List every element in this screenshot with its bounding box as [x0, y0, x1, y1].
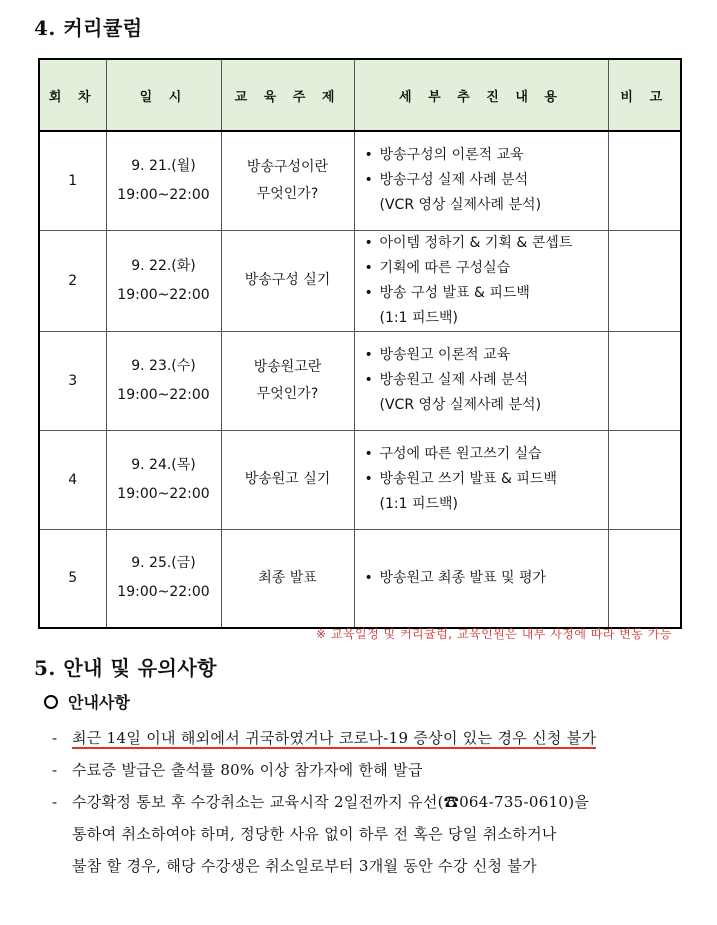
detail-item: • 방송원고 최종 발표 및 평가 — [364, 569, 547, 586]
session-remarks — [608, 331, 681, 430]
session-datetime — [106, 230, 221, 331]
session-time: 19:00~22:00 — [117, 286, 210, 303]
session-date: 9. 24.(목) — [131, 456, 196, 473]
topic-line: 무엇인가? — [256, 185, 319, 202]
table-row — [39, 430, 681, 529]
header-session: 회 차 — [39, 59, 106, 131]
list-item — [52, 786, 682, 818]
session-remarks — [608, 529, 681, 628]
header-datetime: 일 시 — [106, 59, 221, 131]
session-details — [354, 230, 608, 331]
session-time: 19:00~22:00 — [117, 485, 210, 502]
detail-item: • 기획에 따른 구성실습 — [364, 259, 511, 276]
detail-continuation: (1:1 피드백) — [379, 309, 458, 326]
notice-item-continuation: 불참 할 경우, 해당 수강생은 취소일로부터 3개월 동안 수강 신청 불가 — [72, 857, 537, 875]
topic-line: 무엇인가? — [256, 385, 319, 402]
table-row — [39, 331, 681, 430]
detail-item: • 방송원고 이론적 교육 — [364, 347, 511, 363]
session-datetime — [106, 331, 221, 430]
dash-bullet: - — [52, 729, 58, 747]
detail-item: • 방송구성 실제 사례 분석 — [364, 172, 529, 189]
notice-subheading-label: 안내사항 — [68, 693, 130, 712]
session-date: 9. 22.(화) — [131, 257, 196, 274]
session-datetime — [106, 131, 221, 230]
header-details: 세 부 추 진 내 용 — [354, 59, 608, 131]
curriculum-table — [38, 58, 682, 629]
table-header-row — [39, 59, 681, 131]
session-time: 19:00~22:00 — [117, 584, 210, 601]
detail-item: • 방송구성의 이론적 교육 — [364, 147, 524, 164]
topic-line: 최종 발표 — [258, 569, 317, 586]
detail-item: • 아이템 정하기 & 기획 & 콘셉트 — [364, 234, 573, 251]
session-details — [354, 529, 608, 628]
notice-subheading — [44, 690, 130, 713]
table-row — [39, 230, 681, 331]
session-date: 9. 25.(금) — [131, 555, 196, 572]
dash-bullet: - — [52, 793, 58, 811]
table-row — [39, 131, 681, 230]
session-number: 5 — [39, 529, 106, 628]
session-datetime — [106, 430, 221, 529]
session-topic — [221, 131, 354, 230]
topic-line: 방송원고란 — [253, 358, 322, 375]
session-details — [354, 430, 608, 529]
session-topic — [221, 331, 354, 430]
detail-item: • 구성에 따른 원고쓰기 실습 — [364, 446, 542, 462]
session-topic — [221, 230, 354, 331]
session-date: 9. 23.(수) — [131, 357, 196, 374]
detail-item: • 방송 구성 발표 & 피드백 — [364, 284, 530, 301]
schedule-change-note: ※ 교육일정 및 커리큘럼, 교육인원은 내부 사정에 따라 변동 가능 — [315, 627, 672, 641]
notice-item-text: 최근 14일 이내 해외에서 귀국하였거나 코로나-19 증상이 있는 경우 신청 불가 — [72, 729, 597, 747]
session-number: 4 — [39, 430, 106, 529]
session-number: 1 — [39, 131, 106, 230]
notice-list — [52, 722, 682, 882]
session-remarks — [608, 430, 681, 529]
header-topic: 교 육 주 제 — [221, 59, 354, 131]
session-remarks — [608, 230, 681, 331]
session-number: 3 — [39, 331, 106, 430]
session-details — [354, 131, 608, 230]
session-time: 19:00~22:00 — [117, 386, 210, 403]
list-item — [52, 722, 682, 754]
detail-item: • 방송원고 실제 사례 분석 — [364, 372, 529, 388]
dash-bullet: - — [52, 761, 58, 779]
detail-continuation: (1:1 피드백) — [379, 496, 458, 512]
circle-bullet-icon — [44, 695, 58, 709]
session-date: 9. 21.(월) — [131, 157, 196, 174]
section-5-title: 5. 안내 및 유의사항 — [34, 656, 218, 680]
notice-item-text: 수강확정 통보 후 수강취소는 교육시작 2일전까지 유선(☎064-735-0610)을 — [72, 793, 590, 811]
session-datetime — [106, 529, 221, 628]
list-item — [52, 754, 682, 786]
session-number: 2 — [39, 230, 106, 331]
detail-continuation: (VCR 영상 실제사례 분석) — [379, 197, 542, 214]
session-time: 19:00~22:00 — [117, 186, 210, 203]
session-topic — [221, 430, 354, 529]
detail-item: • 방송원고 쓰기 발표 & 피드백 — [364, 471, 557, 487]
session-details — [354, 331, 608, 430]
section-4-title: 4. 커리큘럼 — [34, 16, 143, 40]
topic-line: 방송구성이란 — [246, 158, 329, 175]
topic-line: 방송구성 실기 — [244, 272, 331, 288]
session-topic — [221, 529, 354, 628]
detail-continuation: (VCR 영상 실제사례 분석) — [379, 397, 542, 413]
topic-line: 방송원고 실기 — [244, 471, 331, 487]
table-row — [39, 529, 681, 628]
header-remarks: 비 고 — [608, 59, 681, 131]
notice-item-text: 수료증 발급은 출석률 80% 이상 참가자에 한해 발급 — [72, 761, 423, 779]
notice-item-continuation: 통하여 취소하여야 하며, 정당한 사유 없이 하루 전 혹은 당일 취소하거나 — [72, 825, 557, 843]
session-remarks — [608, 131, 681, 230]
